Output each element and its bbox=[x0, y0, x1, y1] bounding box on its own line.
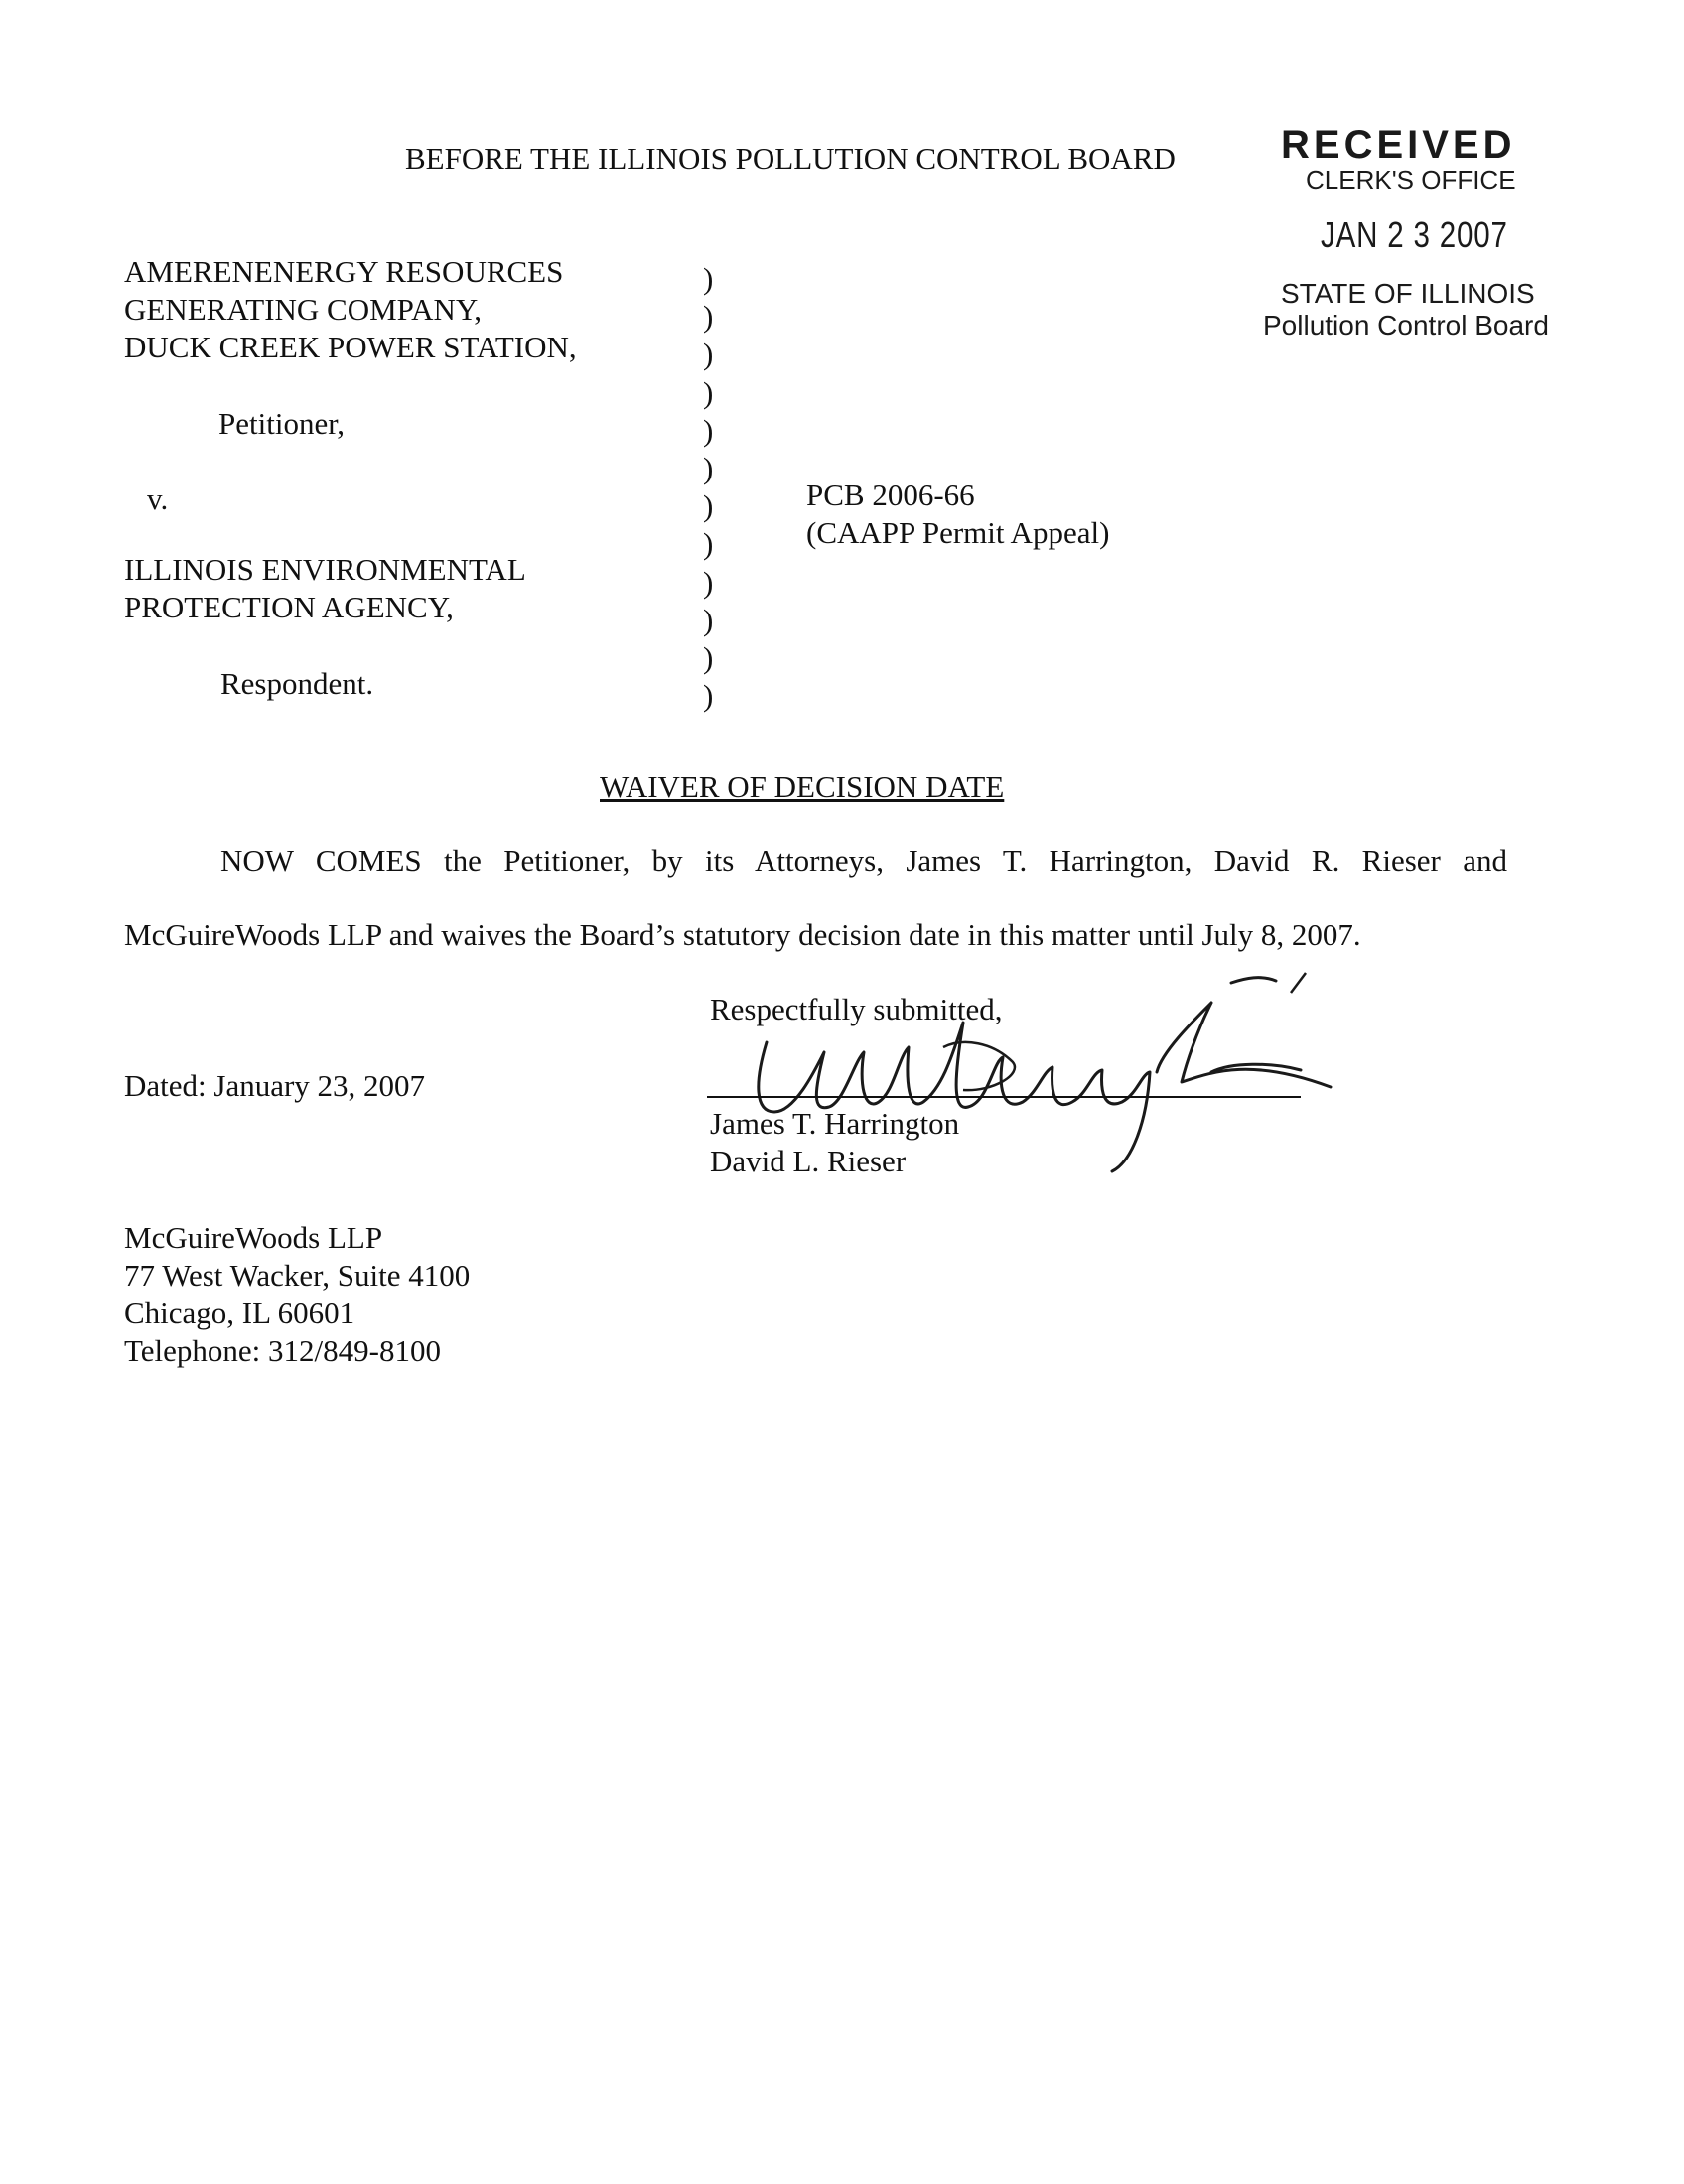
respondent-name-line: PROTECTION AGENCY, bbox=[124, 590, 454, 624]
paren: ) bbox=[703, 526, 714, 562]
paren: ) bbox=[703, 602, 714, 637]
paren: ) bbox=[703, 678, 714, 714]
signer-1: James T. Harrington bbox=[710, 1106, 960, 1141]
stamp-board: Pollution Control Board bbox=[1263, 310, 1549, 341]
paren: ) bbox=[703, 450, 714, 485]
board-heading: BEFORE THE ILLINOIS POLLUTION CONTROL BOARD bbox=[405, 141, 1176, 176]
respondent-role: Respondent. bbox=[220, 666, 374, 701]
case-type: (CAAPP Permit Appeal) bbox=[806, 515, 1110, 550]
respondent-name-line: ILLINOIS ENVIRONMENTAL bbox=[124, 552, 526, 587]
petitioner-name-line: DUCK CREEK POWER STATION, bbox=[124, 330, 577, 364]
stamp-received: RECEIVED bbox=[1281, 123, 1516, 167]
body-paragraph-line1: NOW COMES the Petitioner, by its Attorneys, James T. Harrington, David R. Rieser and bbox=[220, 843, 1507, 878]
versus: v. bbox=[147, 481, 169, 516]
paren: ) bbox=[703, 374, 714, 410]
stamp-state: STATE OF ILLINOIS bbox=[1281, 278, 1535, 309]
paren: ) bbox=[703, 261, 714, 296]
paren: ) bbox=[703, 639, 714, 675]
firm-city: Chicago, IL 60601 bbox=[124, 1296, 355, 1330]
closing: Respectfully submitted, bbox=[710, 992, 1003, 1026]
stamp-date: JAN 2 3 2007 bbox=[1321, 214, 1508, 255]
dated: Dated: January 23, 2007 bbox=[124, 1068, 426, 1103]
document-title: WAIVER OF DECISION DATE bbox=[600, 769, 1005, 804]
signer-2: David L. Rieser bbox=[710, 1144, 907, 1178]
body-paragraph-line2: McGuireWoods LLP and waives the Board’s statutory decision date in this matter until July 8, 2007. bbox=[124, 917, 1361, 952]
petitioner-name-line: GENERATING COMPANY, bbox=[124, 292, 482, 327]
firm-address: 77 West Wacker, Suite 4100 bbox=[124, 1258, 471, 1293]
case-number: PCB 2006-66 bbox=[806, 478, 975, 512]
petitioner-role: Petitioner, bbox=[218, 406, 346, 441]
stamp-office: CLERK'S OFFICE bbox=[1306, 165, 1516, 195]
paren: ) bbox=[703, 412, 714, 448]
paren: ) bbox=[703, 564, 714, 600]
paren: ) bbox=[703, 299, 714, 335]
petitioner-name-line: AMERENENERGY RESOURCES bbox=[124, 254, 564, 289]
firm-name: McGuireWoods LLP bbox=[124, 1220, 383, 1255]
paren: ) bbox=[703, 488, 714, 524]
firm-phone: Telephone: 312/849-8100 bbox=[124, 1333, 441, 1368]
paren: ) bbox=[703, 337, 714, 372]
caption-parentheses bbox=[703, 260, 723, 715]
signature-line bbox=[707, 1096, 1301, 1098]
